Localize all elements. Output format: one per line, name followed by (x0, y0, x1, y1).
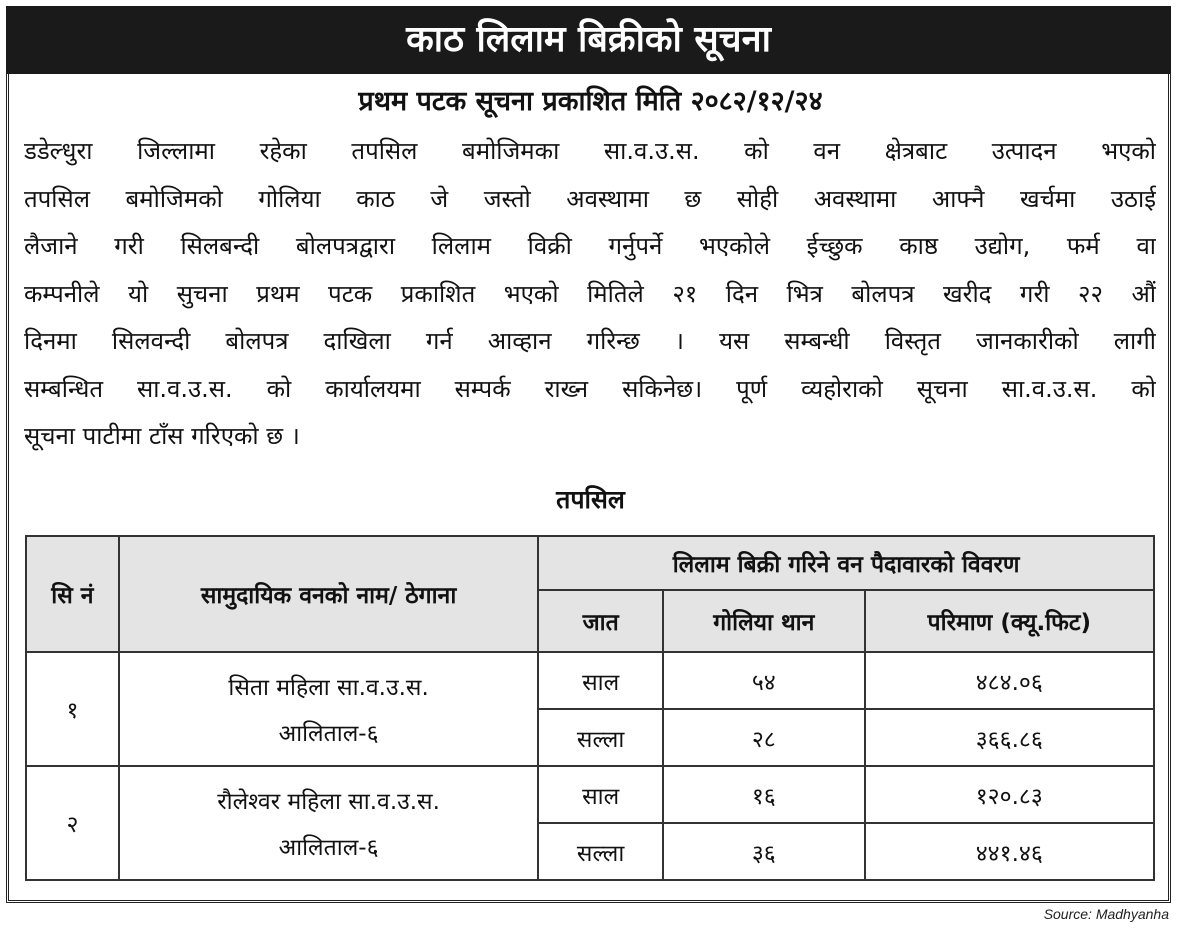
cell-sn: २ (26, 766, 119, 880)
forest-address: आलिताल-६ (278, 835, 379, 861)
source-credit: Source: Madhyanha (1043, 906, 1169, 922)
cell-volume: ३६६.८६ (865, 709, 1154, 766)
cell-species: सल्ला (538, 709, 663, 766)
cell-logs: १६ (663, 766, 865, 823)
header-sn: सि नं (26, 536, 119, 652)
cell-species: साल (538, 766, 663, 823)
cell-species: सल्ला (538, 823, 663, 880)
header-name: सामुदायिक वनको नाम/ ठेगाना (119, 536, 538, 652)
cell-volume: १२०.८३ (865, 766, 1154, 823)
publication-date-heading: प्रथम पटक सूचना प्रकाशित मिति २०८२/१२/२४ (358, 86, 823, 117)
body-line: तपसिल बमोजिमको गोलिया काठ जे जस्तो अवस्थामा छ सोही अवस्थामा आफ्नै खर्चमा उठाई (24, 184, 1156, 213)
cell-logs: ३६ (663, 823, 865, 880)
header-volume: परिमाण (क्यू.फिट) (865, 590, 1154, 652)
body-line: सूचना पाटीमा टाँस गरिएको छ । (24, 422, 300, 450)
cell-name (119, 766, 538, 880)
cell-volume: ४८४.०६ (865, 652, 1154, 709)
header-details: लिलाम बिक्री गरिने वन पैदावारको विवरण (538, 536, 1154, 590)
body-line: सम्बन्धित सा.व.उ.स. को कार्यालयमा सम्पर्क राख्न सकिनेछ। पूर्ण व्यहोराको सूचना सा.व.उ.स. को (24, 374, 1156, 403)
table-row (26, 766, 1154, 823)
body-line: दिनमा सिलवन्दी बोलपत्र दाखिला गर्न आव्हान गरिन्छ । यस सम्बन्धी विस्तृत जानकारीको लागी (24, 327, 1156, 355)
timber-table (25, 535, 1155, 881)
body-line: लैजाने गरी सिलबन्दी बोलपत्रद्वारा लिलाम विक्री गर्नुपर्ने भएकोले ईच्छुक काष्ठ उद्योग, फर्म वा (24, 232, 1156, 260)
cell-logs: ५४ (663, 652, 865, 709)
schedule-heading: तपसिल (556, 485, 625, 514)
forest-name: सिता महिला सा.व.उ.स. (228, 675, 429, 701)
body-line: कम्पनीले यो सुचना प्रथम पटक प्रकाशित भएको मितिले २१ दिन भित्र बोलपत्र खरीद गरी २२ औं (24, 279, 1156, 308)
header-species: जात (538, 590, 663, 652)
header-logs: गोलिया थान (663, 590, 865, 652)
forest-address: आलिताल-६ (278, 721, 379, 747)
forest-name: रौलेश्वर महिला सा.व.उ.स. (217, 789, 440, 815)
cell-volume: ४४१.४६ (865, 823, 1154, 880)
notice-body (24, 128, 1156, 461)
cell-name (119, 652, 538, 766)
cell-sn: १ (26, 652, 119, 766)
body-line: डडेल्धुरा जिल्लामा रहेका तपसिल बमोजिमका सा.व.उ.स. को वन क्षेत्रबाट उत्पादन भएको (24, 137, 1156, 165)
table-row (26, 652, 1154, 709)
cell-species: साल (538, 652, 663, 709)
notice-title: काठ लिलाम बिक्रीको सूचना (6, 6, 1171, 74)
table-header-row (26, 536, 1154, 590)
cell-logs: २८ (663, 709, 865, 766)
